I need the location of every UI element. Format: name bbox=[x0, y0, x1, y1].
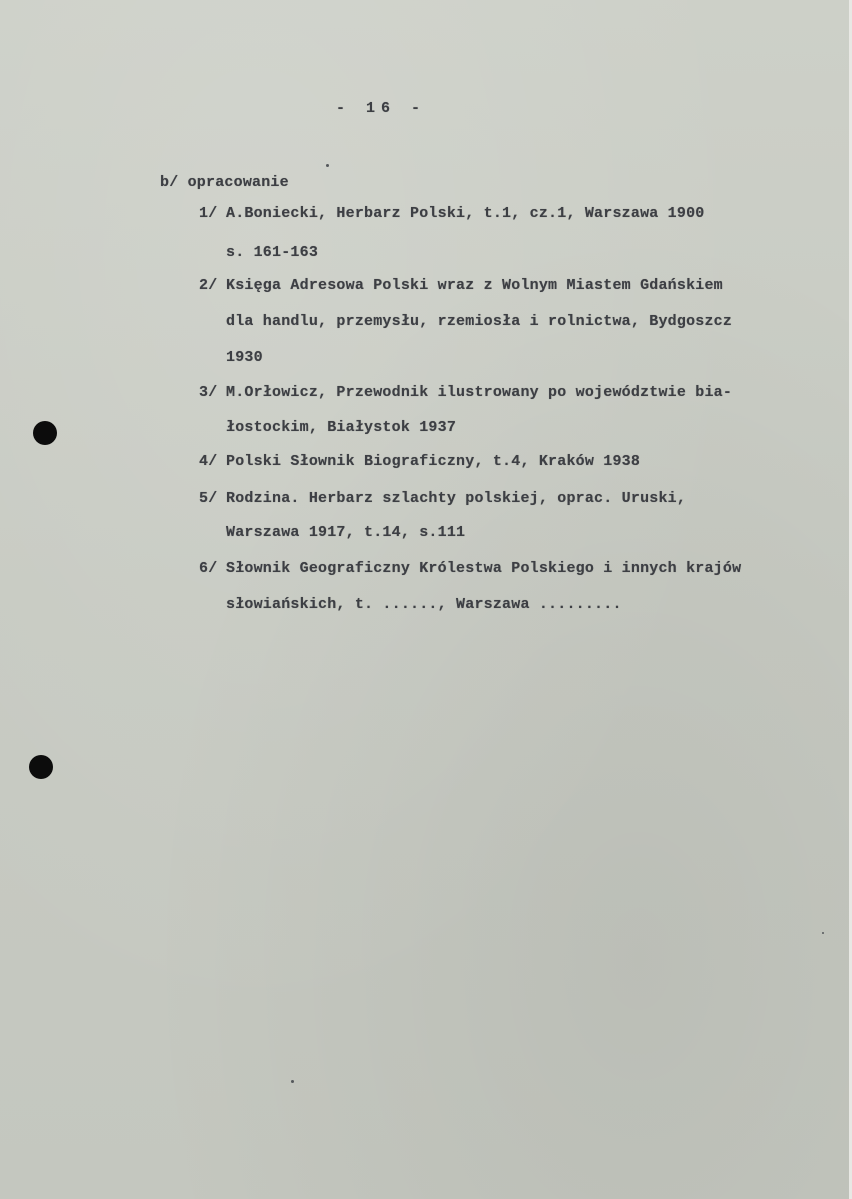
entry-number: 6/ bbox=[199, 560, 218, 577]
entry-line: dla handlu, przemysłu, rzemiosła i rolnictwa, Bydgoszcz bbox=[226, 313, 733, 330]
entry-number: 1/ bbox=[199, 205, 218, 222]
entry-line: Rodzina. Herbarz szlachty polskiej, oprac. Uruski, bbox=[226, 490, 687, 507]
punch-hole-top bbox=[33, 421, 57, 445]
ink-speck bbox=[822, 932, 824, 934]
entry-number: 4/ bbox=[199, 453, 218, 470]
entry-line: Polski Słownik Biograficzny, t.4, Kraków 1938 bbox=[226, 453, 641, 470]
entry-line: s. 161-163 bbox=[226, 244, 319, 261]
entry-number: 2/ bbox=[199, 277, 218, 294]
entry-line: Księga Adresowa Polski wraz z Wolnym Miastem Gdańskiem bbox=[226, 277, 723, 294]
entry-number: 5/ bbox=[199, 490, 218, 507]
ink-speck bbox=[326, 164, 329, 167]
entry-number: 3/ bbox=[199, 384, 218, 401]
entry-line: Warszawa 1917, t.14, s.111 bbox=[226, 524, 466, 541]
entry-line: A.Boniecki, Herbarz Polski, t.1, cz.1, Warszawa 1900 bbox=[226, 205, 705, 222]
page-number: - 16 - bbox=[336, 100, 427, 117]
entry-line: słowiańskich, t. ......, Warszawa ......... bbox=[226, 596, 622, 613]
section-heading: b/ opracowanie bbox=[160, 174, 289, 191]
punch-hole-bottom bbox=[29, 755, 53, 779]
entry-line: 1930 bbox=[226, 349, 263, 366]
entry-line: łostockim, Białystok 1937 bbox=[226, 419, 457, 436]
entry-line: M.Orłowicz, Przewodnik ilustrowany po województwie bia- bbox=[226, 384, 733, 401]
ink-speck bbox=[291, 1080, 294, 1083]
entry-line: Słownik Geograficzny Królestwa Polskiego i innych krajów bbox=[226, 560, 742, 577]
